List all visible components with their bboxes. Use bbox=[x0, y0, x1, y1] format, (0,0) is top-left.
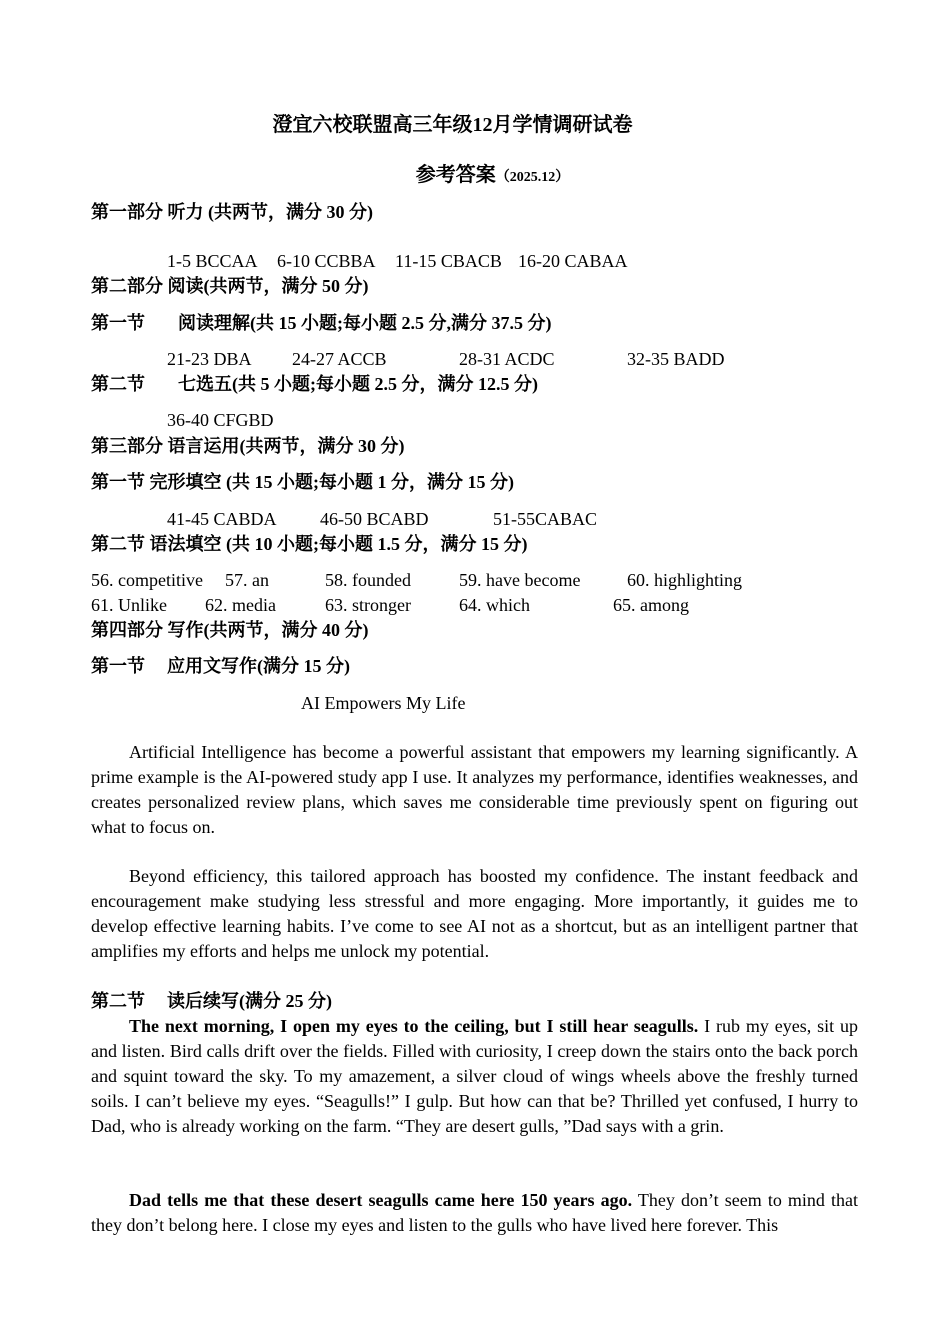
answer-64: 64. which bbox=[459, 595, 530, 615]
essay-paragraph-1-text: Artificial Intelligence has become a powerful assistant that empowers my learning significantly. A prime example is the AI-powered study app I use. It analyzes my performance, identifies weaknesses, and creates personalized review plans, which saves me considerable time previously spent on figuring out what to focus on. bbox=[91, 742, 858, 837]
answer-58: 58. founded bbox=[325, 570, 411, 590]
part4-section2-heading: 读后续写(满分 25 分) bbox=[167, 991, 332, 1011]
answer-11-15: 11-15 CBACB bbox=[395, 251, 502, 271]
answer-65: 65. among bbox=[613, 595, 689, 615]
answer-1-5: 1-5 BCCAA bbox=[167, 251, 258, 271]
answer-60: 60. highlighting bbox=[627, 570, 743, 590]
answer-63: 63. stronger bbox=[325, 595, 411, 615]
essay-paragraph-2-text: Beyond efficiency, this tailored approach has boosted my confidence. The instant feedback and encouragement make studying less stressful and more engaging. More importantly, it guides me to develop effective learning habits. I’ve come to see AI not as a shortcut, but as an intelligent partner that amplifies my efforts and helps me unlock my potential. bbox=[91, 866, 858, 961]
answer-6-10: 6-10 CCBBA bbox=[277, 251, 376, 271]
part2-section1-heading: 阅读理解(共 15 小题;每小题 2.5 分,满分 37.5 分) bbox=[178, 313, 552, 333]
answer-56: 56. competitive bbox=[91, 570, 203, 590]
part4-heading: 第四部分 写作(共两节，满分 40 分) bbox=[91, 620, 369, 640]
essay-title: AI Empowers My Life bbox=[301, 693, 466, 713]
continuation-paragraph-1-lead: The next morning, I open my eyes to the ceiling, but I still hear seagulls. bbox=[129, 1016, 699, 1036]
part4-section1-label: 第一节 bbox=[91, 656, 145, 676]
part3-section1-heading: 第一节 完形填空 (共 15 小题;每小题 1 分，满分 15 分) bbox=[91, 472, 514, 492]
answer-16-20: 16-20 CABAA bbox=[518, 251, 628, 271]
essay-paragraph-1 bbox=[91, 740, 858, 840]
continuation-paragraph-2-lead: Dad tells me that these desert seagulls came here 150 years ago. bbox=[129, 1190, 633, 1210]
part2-heading: 第二部分 阅读(共两节，满分 50 分) bbox=[91, 276, 369, 296]
answer-62: 62. media bbox=[205, 595, 276, 615]
part3-section2-heading: 第二节 语法填空 (共 10 小题;每小题 1.5 分，满分 15 分) bbox=[91, 534, 528, 554]
part2-section2-heading: 七选五(共 5 小题;每小题 2.5 分，满分 12.5 分) bbox=[178, 374, 538, 394]
part2-section1-label: 第一节 bbox=[91, 313, 145, 333]
part1-heading: 第一部分 听力 (共两节，满分 30 分) bbox=[91, 202, 373, 222]
answer-59: 59. have become bbox=[459, 570, 581, 590]
page-title: 澄宜六校联盟高三年级12月学情调研试卷 bbox=[272, 114, 633, 136]
answer-36-40: 36-40 CFGBD bbox=[167, 410, 274, 430]
answer-24-27: 24-27 ACCB bbox=[292, 349, 387, 369]
part2-section2-label: 第二节 bbox=[91, 374, 145, 394]
answer-51-55: 51-55CABAC bbox=[493, 509, 598, 529]
page-subtitle bbox=[0, 163, 950, 190]
answer-21-23: 21-23 DBA bbox=[167, 349, 252, 369]
answer-61: 61. Unlike bbox=[91, 595, 167, 615]
answer-46-50: 46-50 BCABD bbox=[320, 509, 429, 529]
answer-57: 57. an bbox=[225, 570, 269, 590]
continuation-paragraph-1-text: I rub my eyes, sit up and listen. Bird calls drift over the fields. Filled with curiosity, I creep down the stairs onto the back porch and squint toward the sky. To my amazement, a silver cloud of wings wheels above the freshly turned soils. I can’t believe my eyes. “Seagulls!” I gulp. But how can that be? Thrilled yet confused, I hurry to Dad, who is already working on the farm. “They are desert gulls, ”Dad says with a grin. bbox=[91, 1016, 858, 1136]
part4-section2-label: 第二节 bbox=[91, 991, 145, 1011]
continuation-paragraph-1 bbox=[91, 1014, 858, 1139]
continuation-paragraph-2-text: They don’t seem to mind that they don’t belong here. I close my eyes and listen to the gulls who have lived here forever. This bbox=[91, 1190, 859, 1235]
essay-paragraph-2 bbox=[91, 864, 858, 964]
part4-section1-heading: 应用文写作(满分 15 分) bbox=[167, 656, 350, 676]
answer-28-31: 28-31 ACDC bbox=[459, 349, 555, 369]
subtitle-date: （2025.12） bbox=[495, 170, 570, 185]
answer-32-35: 32-35 BADD bbox=[627, 349, 725, 369]
part3-heading: 第三部分 语言运用(共两节，满分 30 分) bbox=[91, 436, 405, 456]
continuation-paragraph-2 bbox=[91, 1188, 858, 1238]
answer-41-45: 41-45 CABDA bbox=[167, 509, 277, 529]
subtitle-text: 参考答案 bbox=[415, 164, 496, 186]
